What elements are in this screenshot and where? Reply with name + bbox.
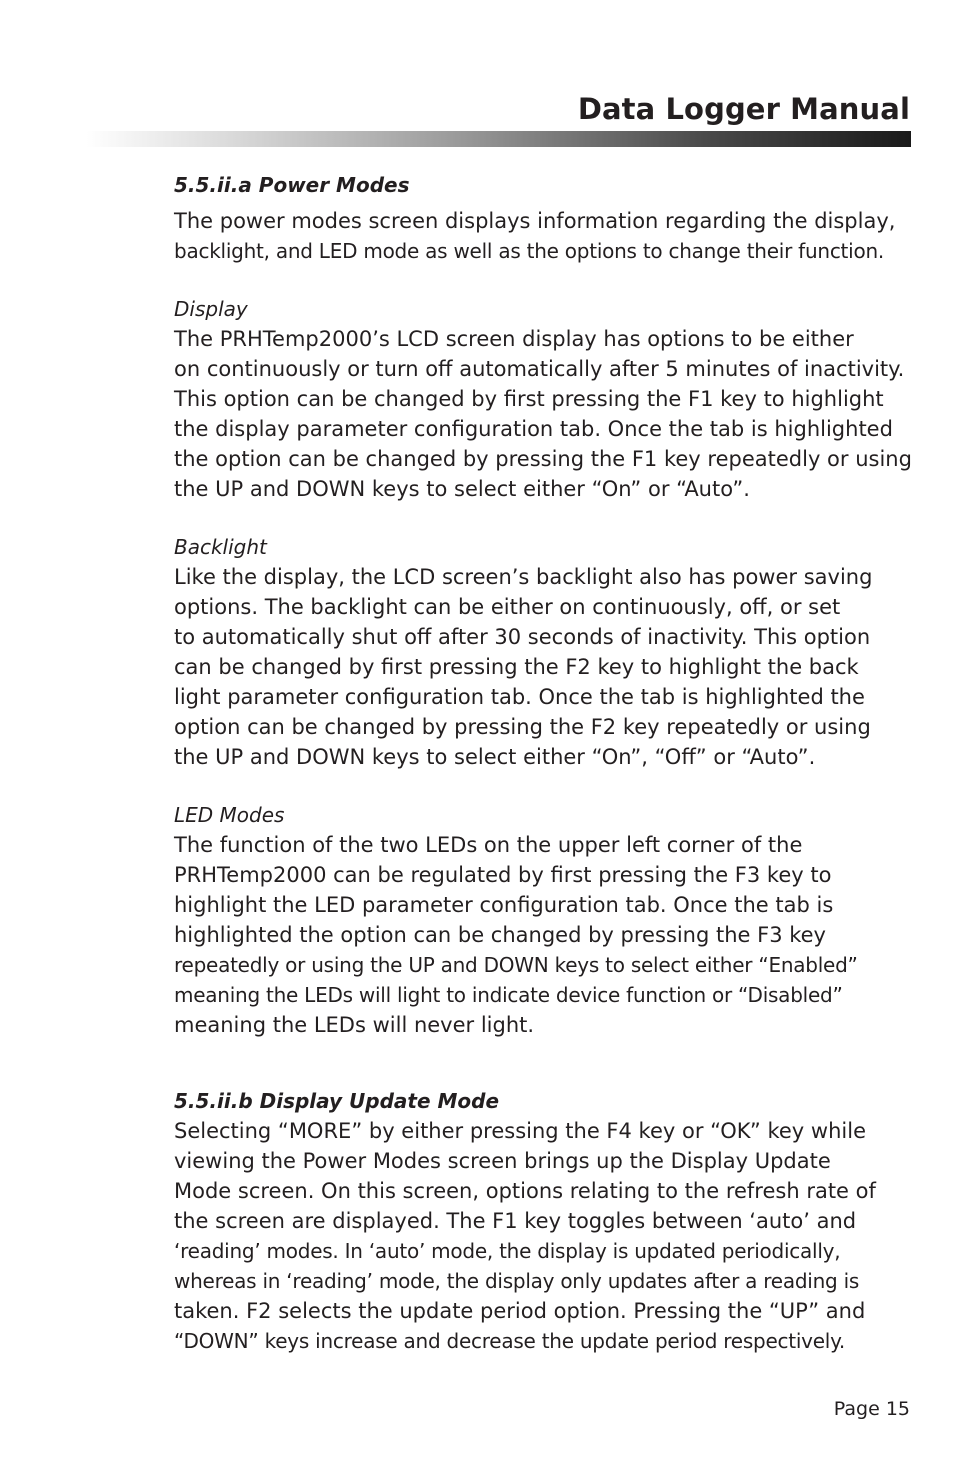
- paragraph-line: The PRHTemp2000’s LCD screen display has options to be either: [174, 327, 854, 351]
- paragraph-line: Mode screen. On this screen, options relating to the refresh rate of: [174, 1179, 876, 1203]
- document-title: Data Logger Manual: [577, 92, 910, 126]
- paragraph-line: Selecting “MORE” by either pressing the F4 key or “OK” key while: [174, 1119, 866, 1143]
- paragraph-line: highlighted the option can be changed by pressing the F3 key: [174, 923, 826, 947]
- subheading-led-modes: LED Modes: [174, 803, 285, 827]
- paragraph-line: meaning the LEDs will never light.: [174, 1013, 535, 1037]
- paragraph-line: meaning the LEDs will light to indicate device function or “Disabled”: [174, 983, 843, 1007]
- paragraph-line: options. The backlight can be either on continuously, off, or set: [174, 595, 841, 619]
- page-content: [174, 170, 914, 1356]
- section-heading-power-modes: 5.5.ii.a Power Modes: [174, 173, 410, 197]
- paragraph-line: The function of the two LEDs on the upper left corner of the: [174, 833, 803, 857]
- paragraph-line: “DOWN” keys increase and decrease the update period respectively.: [174, 1329, 845, 1353]
- paragraph-line: to automatically shut off after 30 seconds of inactivity. This option: [174, 625, 871, 649]
- paragraph-line: highlight the LED parameter configuration tab. Once the tab is: [174, 893, 834, 917]
- paragraph-line: taken. F2 selects the update period option. Pressing the “UP” and: [174, 1299, 866, 1323]
- paragraph-line: on continuously or turn off automatically after 5 minutes of inactivity.: [174, 357, 905, 381]
- paragraph-line: ‘reading’ modes. In ‘auto’ mode, the display is updated periodically,: [174, 1239, 841, 1263]
- paragraph-line: the option can be changed by pressing the F1 key repeatedly or using: [174, 447, 912, 471]
- paragraph-line: the display parameter configuration tab. Once the tab is highlighted: [174, 417, 893, 441]
- paragraph-line: light parameter configuration tab. Once the tab is highlighted the: [174, 685, 865, 709]
- paragraph-line: The power modes screen displays information regarding the display,: [174, 209, 896, 233]
- paragraph-line: whereas in ‘reading’ mode, the display only updates after a reading is: [174, 1269, 860, 1293]
- paragraph-line: option can be changed by pressing the F2 key repeatedly or using: [174, 715, 871, 739]
- paragraph-line: This option can be changed by first pressing the F1 key to highlight: [174, 387, 884, 411]
- header-gradient-rule: [86, 131, 911, 147]
- paragraph-line: repeatedly or using the UP and DOWN keys to select either “Enabled”: [174, 953, 858, 977]
- paragraph-line: viewing the Power Modes screen brings up the Display Update: [174, 1149, 831, 1173]
- paragraph-line: the UP and DOWN keys to select either “On” or “Auto”.: [174, 477, 750, 501]
- paragraph-line: can be changed by first pressing the F2 key to highlight the back: [174, 655, 859, 679]
- subheading-display: Display: [174, 297, 248, 321]
- page-number: Page 15: [833, 1398, 910, 1420]
- paragraph-line: PRHTemp2000 can be regulated by first pressing the F3 key to: [174, 863, 832, 887]
- subheading-backlight: Backlight: [174, 535, 267, 559]
- paragraph-line: Like the display, the LCD screen’s backlight also has power saving: [174, 565, 873, 589]
- paragraph-line: the screen are displayed. The F1 key toggles between ‘auto’ and: [174, 1209, 857, 1233]
- paragraph-line: the UP and DOWN keys to select either “On”, “Off” or “Auto”.: [174, 745, 816, 769]
- paragraph-line: backlight, and LED mode as well as the options to change their function.: [174, 239, 884, 263]
- section-heading-display-update-mode: 5.5.ii.b Display Update Mode: [174, 1089, 500, 1113]
